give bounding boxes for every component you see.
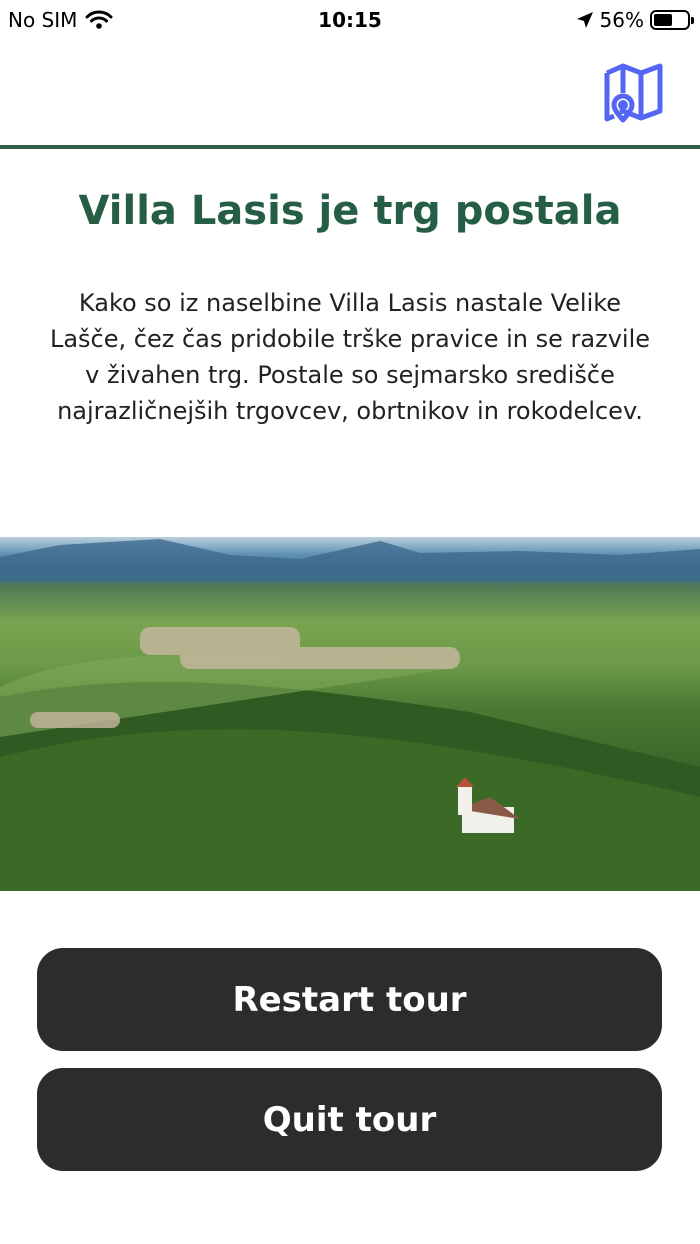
page-title: Villa Lasis je trg postala [78,188,622,234]
quit-tour-button[interactable]: Quit tour [37,1068,662,1171]
battery-percent: 56% [599,8,644,32]
carrier: No SIM [8,8,78,32]
battery-icon [650,10,690,30]
map-pin-icon[interactable] [604,63,664,123]
clock: 10:15 [318,8,382,32]
restart-tour-button[interactable]: Restart tour [37,948,662,1051]
location-arrow-icon [576,11,594,29]
description: Kako so iz naselbine Villa Lasis nastale Velike Lašče, čez čas pridobile trške pravice in se razvile v živahen trg. Postale so sejmarsko središče najrazličnejših trgovcev, obrtnikov in rokodelcev. [49,289,651,425]
status-bar [0,0,700,40]
landscape-photo [0,537,700,891]
header-divider [0,145,700,149]
